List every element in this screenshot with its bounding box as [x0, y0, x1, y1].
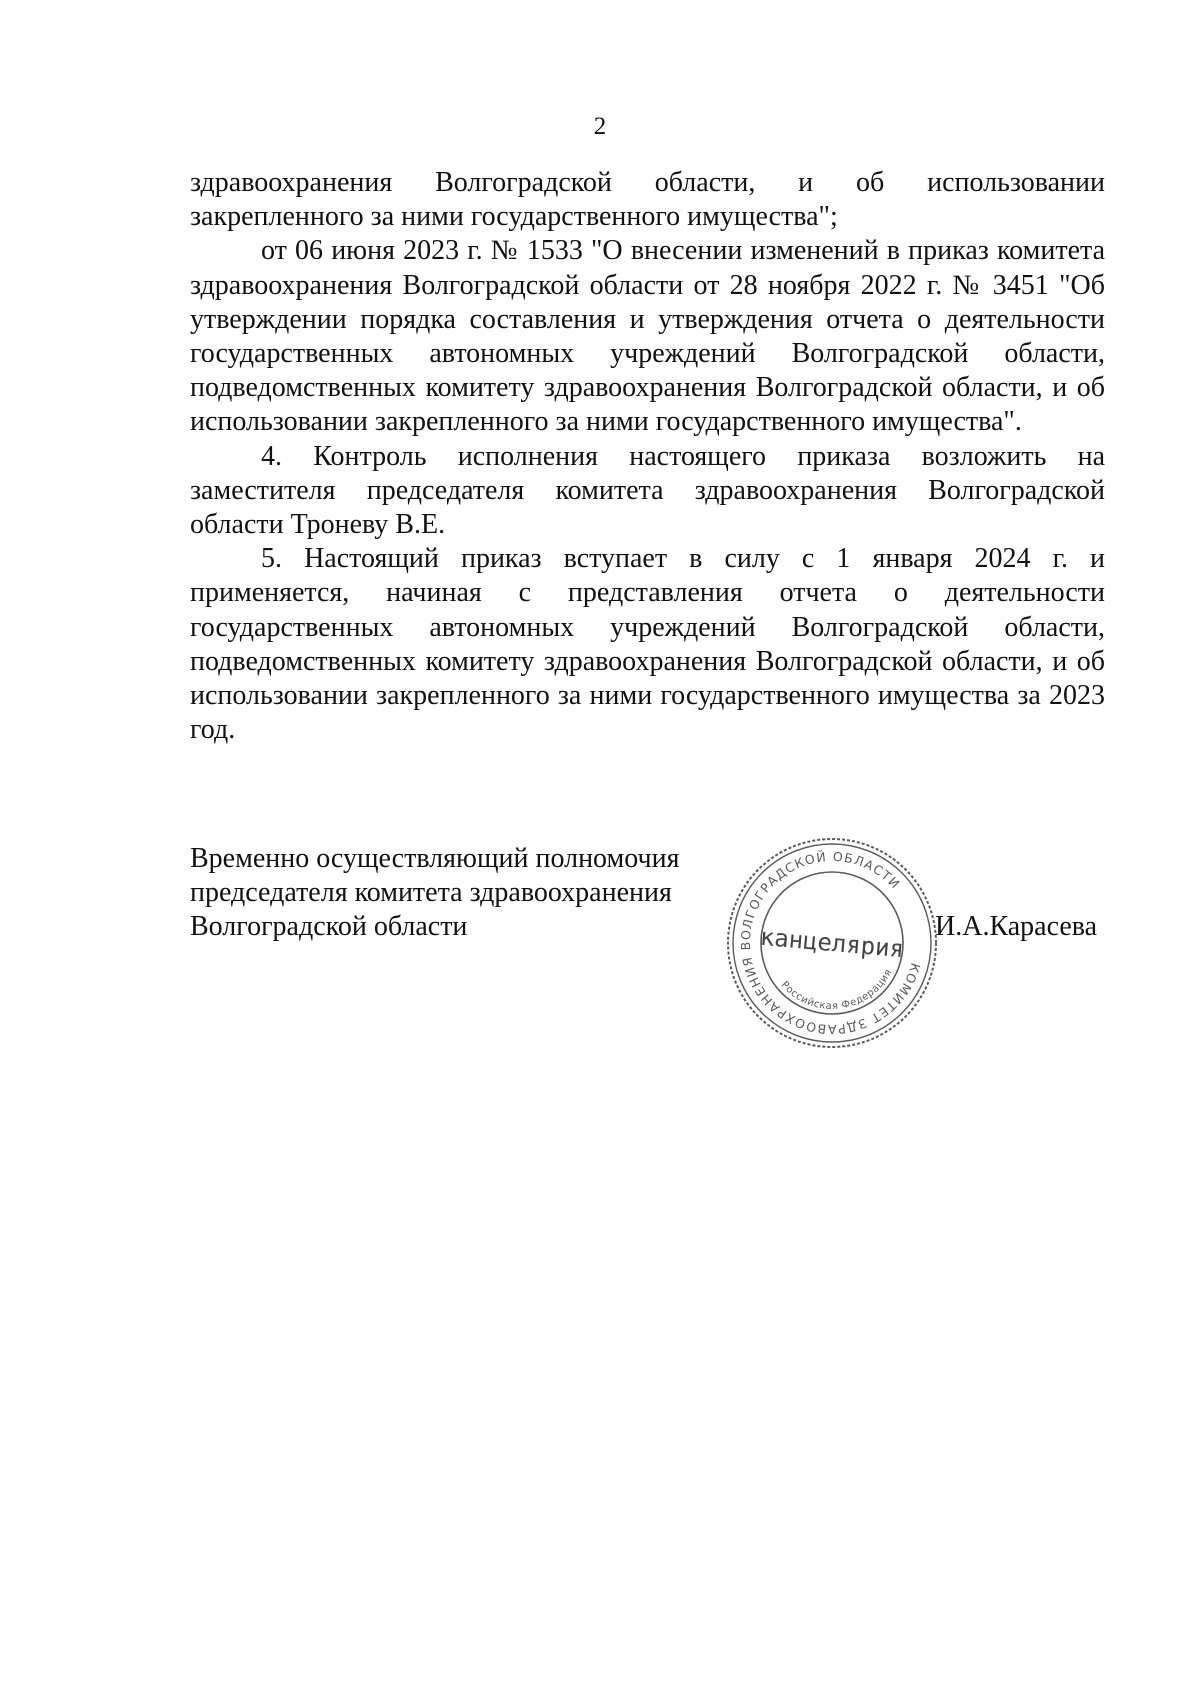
stamp-seal-graphic	[715, 826, 949, 1060]
signatory-position	[190, 842, 710, 945]
paragraph-order-amendment: от 06 июня 2023 г. № 1533 "О внесении изменений в приказ комитета здравоохранения Волгоградской области от 28 ноября 2022 г. № 3451 "Об утверждении порядка составления и утверждения отчета о деятельности государственных автономных учреждений Волгоградской области, подведомственных комитету здравоохранения Волгоградской области, и об использовании закрепленного за ними государственного имущества".	[190, 235, 1105, 438]
stamp-inner-text: Российская Федерация	[778, 967, 895, 1013]
page-number: 2	[593, 113, 607, 140]
stamp-center-text: канцелярия	[758, 922, 906, 964]
paragraph-continuation: здравоохранения Волгоградской области, и об использовании закрепленного за ними государственного имущества";	[190, 167, 1105, 233]
official-stamp	[715, 826, 949, 1060]
svg-text:Российская Федерация	[779, 967, 895, 1012]
stamp-outer-text: КОМИТЕТ ЗДРАВООХРАНЕНИЯ ВОЛГОГРАДСКОЙ ОБЛАСТИ	[737, 848, 924, 1038]
paragraph-item-5: 5. Настоящий приказ вступает в силу с 1 января 2024 г. и применяется, начиная с представления отчета о деятельности государственных автономных учреждений Волгоградской области, подведомственных комитету здравоохранения Волгоградской области, и об использовании закрепленного за ними государственного имущества за 2023 год.	[190, 543, 1105, 746]
document-body	[190, 166, 1105, 747]
paragraph-item-4: 4. Контроль исполнения настоящего приказа возложить на заместителя председателя комитета здравоохранения Волгоградской области Троневу В.Е.	[190, 440, 1105, 541]
signatory-position-line: председателя комитета здравоохранения	[190, 877, 672, 909]
signatory-position-line: Временно осуществляющий полномочия	[190, 843, 680, 874]
signatory-position-line: Волгоградской области	[190, 911, 468, 943]
signatory-name: И.А.Карасева	[935, 911, 1098, 942]
